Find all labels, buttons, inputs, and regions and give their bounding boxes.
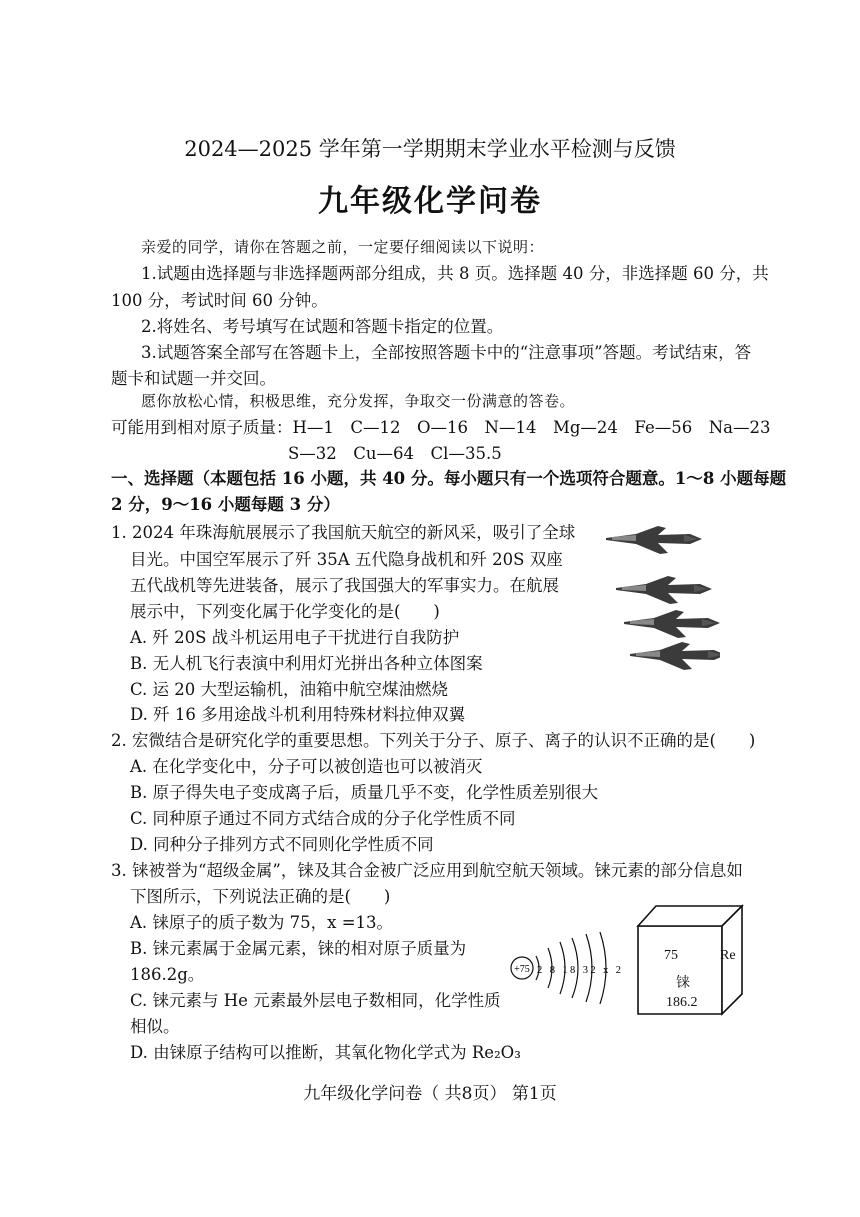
- electron-shells-label: 2 8 18 32 x 2: [537, 965, 621, 976]
- fighter-jets-image: [600, 518, 720, 678]
- q1-stem-line-3: 五代战机等先进装备，展示了我国强大的军事实力。在航展: [130, 576, 559, 595]
- element-card: [626, 904, 744, 1016]
- q3-option-b-line-1: B. 铼元素属于金属元素，铼的相对原子质量为: [130, 939, 467, 958]
- q3-option-b-line-2: 186.2g。: [130, 965, 205, 984]
- q3-stem-line-1: 3. 铼被誉为“超级金属”，铼及其合金被广泛应用到航空航天领域。铼元素的部分信息如: [111, 861, 743, 880]
- q1-option-d: D. 歼 16 多用途战斗机利用特殊材料拉伸双翼: [130, 705, 466, 724]
- rule-1-line-1: 1.试题由选择题与非选择题两部分组成，共 8 页。选择题 40 分，非选择题 60 分，共: [141, 264, 769, 283]
- section-1-heading-line-2: 2 分，9～16 小题每题 3 分）: [111, 495, 340, 514]
- element-atomic-mass: 186.2: [666, 995, 698, 1010]
- q3-option-a: A. 铼原子的质子数为 75，x =13。: [130, 913, 394, 932]
- q2-stem: 2. 宏微结合是研究化学的重要思想。下列关于分子、原子、离子的认识不正确的是( ): [111, 731, 756, 750]
- q3-stem-line-2: 下图所示，下列说法正确的是( ): [130, 887, 391, 906]
- element-symbol: Re: [720, 948, 736, 963]
- q1-option-c: C. 运 20 大型运输机，油箱中航空煤油燃烧: [130, 680, 449, 699]
- exam-title: 九年级化学问卷: [318, 184, 542, 219]
- q1-option-a: A. 歼 20S 战斗机运用电子干扰进行自我防护: [130, 628, 460, 647]
- q1-stem-line-2: 目光。中国空军展示了歼 35A 五代隐身战机和歼 20S 双座: [130, 550, 563, 569]
- q3-option-c-line-2: 相似。: [130, 1017, 180, 1036]
- page-footer: 九年级化学问卷（ 共8页） 第1页: [303, 1084, 557, 1104]
- q1-stem-line-1: 1. 2024 年珠海航展展示了我国航天航空的新风采，吸引了全球: [111, 523, 576, 542]
- q1-option-b: B. 无人机飞行表演中利用灯光拼出各种立体图案: [130, 654, 483, 673]
- exam-subtitle: 2024—2025 学年第一学期期末学业水平检测与反馈: [184, 137, 676, 161]
- rule-2: 2.将姓名、考号填写在试题和答题卡指定的位置。: [141, 317, 504, 336]
- atom-nucleus-label: +75: [514, 964, 530, 975]
- intro-greeting: 亲爱的同学，请你在答题之前，一定要仔细阅读以下说明：: [141, 238, 545, 256]
- rule-3-line-2: 题卡和试题一并交回。: [111, 369, 276, 388]
- atom-structure-diagram: [508, 928, 626, 1008]
- q3-option-d: D. 由铼原子结构可以推断，其氧化物化学式为 Re₂O₃: [130, 1043, 521, 1062]
- intro-wish: 愿你放松心情，积极思维，充分发挥，争取交一份满意的答卷。: [141, 392, 576, 410]
- rule-1-line-2: 100 分，考试时间 60 分钟。: [111, 291, 328, 310]
- q2-option-c: C. 同种原子通过不同方式结合成的分子化学性质不同: [130, 809, 516, 828]
- atomic-mass-line-1: 可能用到相对原子质量：H—1 C—12 O—16 N—14 Mg—24 Fe—56 Na—23: [111, 418, 771, 437]
- q2-option-d: D. 同种分子排列方式不同则化学性质不同: [130, 835, 434, 854]
- q2-option-a: A. 在化学变化中，分子可以被创造也可以被消灭: [130, 757, 483, 776]
- q2-option-b: B. 原子得失电子变成离子后，质量几乎不变，化学性质差别很大: [130, 783, 599, 802]
- q1-stem-line-4: 展示中，下列变化属于化学变化的是( ): [130, 602, 440, 621]
- q3-option-c-line-1: C. 铼元素与 He 元素最外层电子数相同，化学性质: [130, 991, 501, 1010]
- element-name: 铼: [676, 975, 690, 991]
- rule-3-line-1: 3.试题答案全部写在答题卡上，全部按照答题卡中的“注意事项”答题。考试结束，答: [141, 343, 752, 362]
- element-atomic-number: 75: [664, 948, 678, 963]
- section-1-heading-line-1: 一、选择题（本题包括 16 小题，共 40 分。每小题只有一个选项符合题意。1～8 小题每题: [111, 469, 787, 488]
- atomic-mass-line-2: S—32 Cu—64 Cl—35.5: [288, 444, 502, 463]
